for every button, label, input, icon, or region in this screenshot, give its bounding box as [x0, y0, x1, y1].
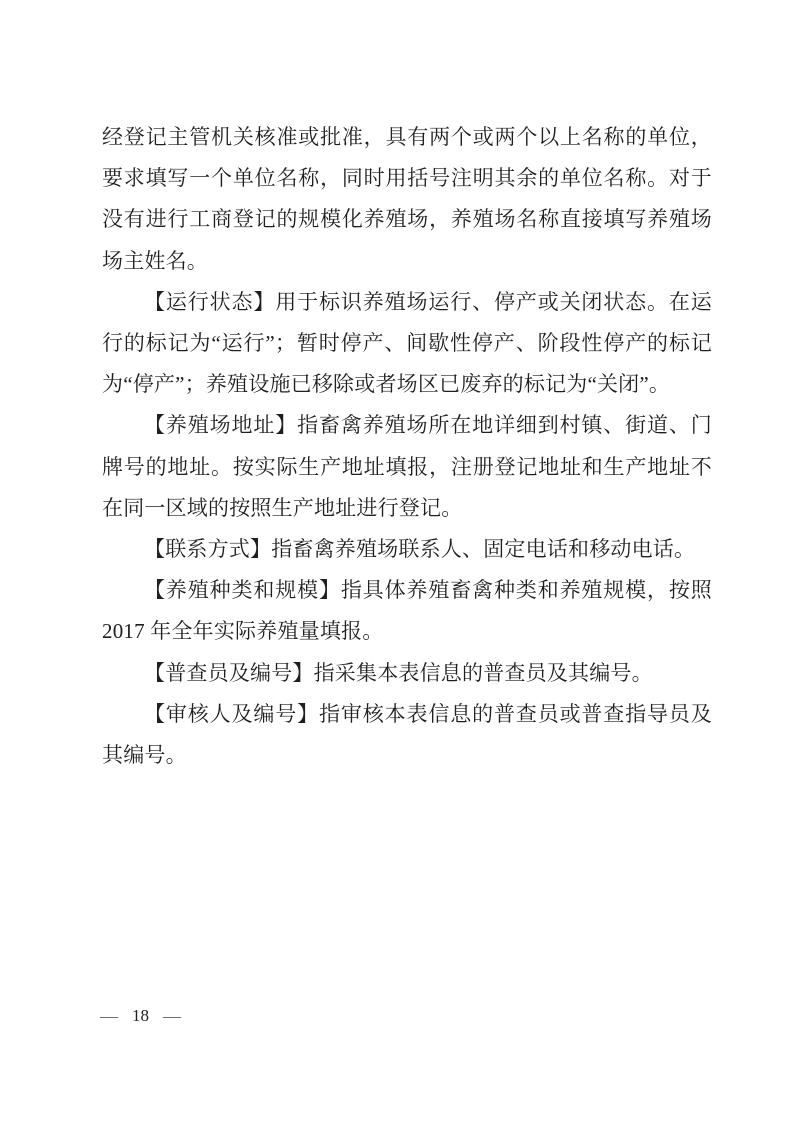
paragraph-enumerator-number: 【普查员及编号】指采集本表信息的普查员及其编号。 — [144, 660, 653, 685]
page-number: 18 — [132, 1006, 149, 1025]
paragraph-contact-info: 【联系方式】指畜禽养殖场联系人、固定电话和移动电话。 — [144, 537, 696, 562]
footer-dash-left: — — [100, 1006, 118, 1026]
page-footer — [100, 1001, 181, 1031]
paragraph-farm-address: 【养殖场地址】指畜禽养殖场所在地详细到村镇、街道、门牌号的地址。按实际生产地址填报，注册登记地址和生产地址不在同一区域的按照生产地址进行登记。 — [102, 413, 712, 520]
paragraph-operating-status: 【运行状态】用于标识养殖场运行、停产或关闭状态。在运行的标记为“运行”；暂时停产、间歇性停产、阶段性停产的标记为“停产”；养殖设施已移除或者场区已废弃的标记为“关闭”。 — [102, 289, 712, 397]
paragraph-breeding-type-scale: 【养殖种类和规模】指具体养殖畜禽种类和养殖规模，按照 2017 年全年实际养殖量填报。 — [102, 578, 712, 644]
page-content — [102, 117, 712, 776]
paragraph-unit-name-continuation: 经登记主管机关核准或批准，具有两个或两个以上名称的单位，要求填写一个单位名称，同时用括号注明其余的单位名称。对于没有进行工商登记的规模化养殖场，养殖场名称直接填写养殖场场主姓名。 — [102, 125, 712, 273]
footer-dash-right: — — [163, 1006, 181, 1026]
paragraph-reviewer-number: 【审核人及编号】指审核本表信息的普查员或普查指导员及其编号。 — [102, 701, 712, 768]
